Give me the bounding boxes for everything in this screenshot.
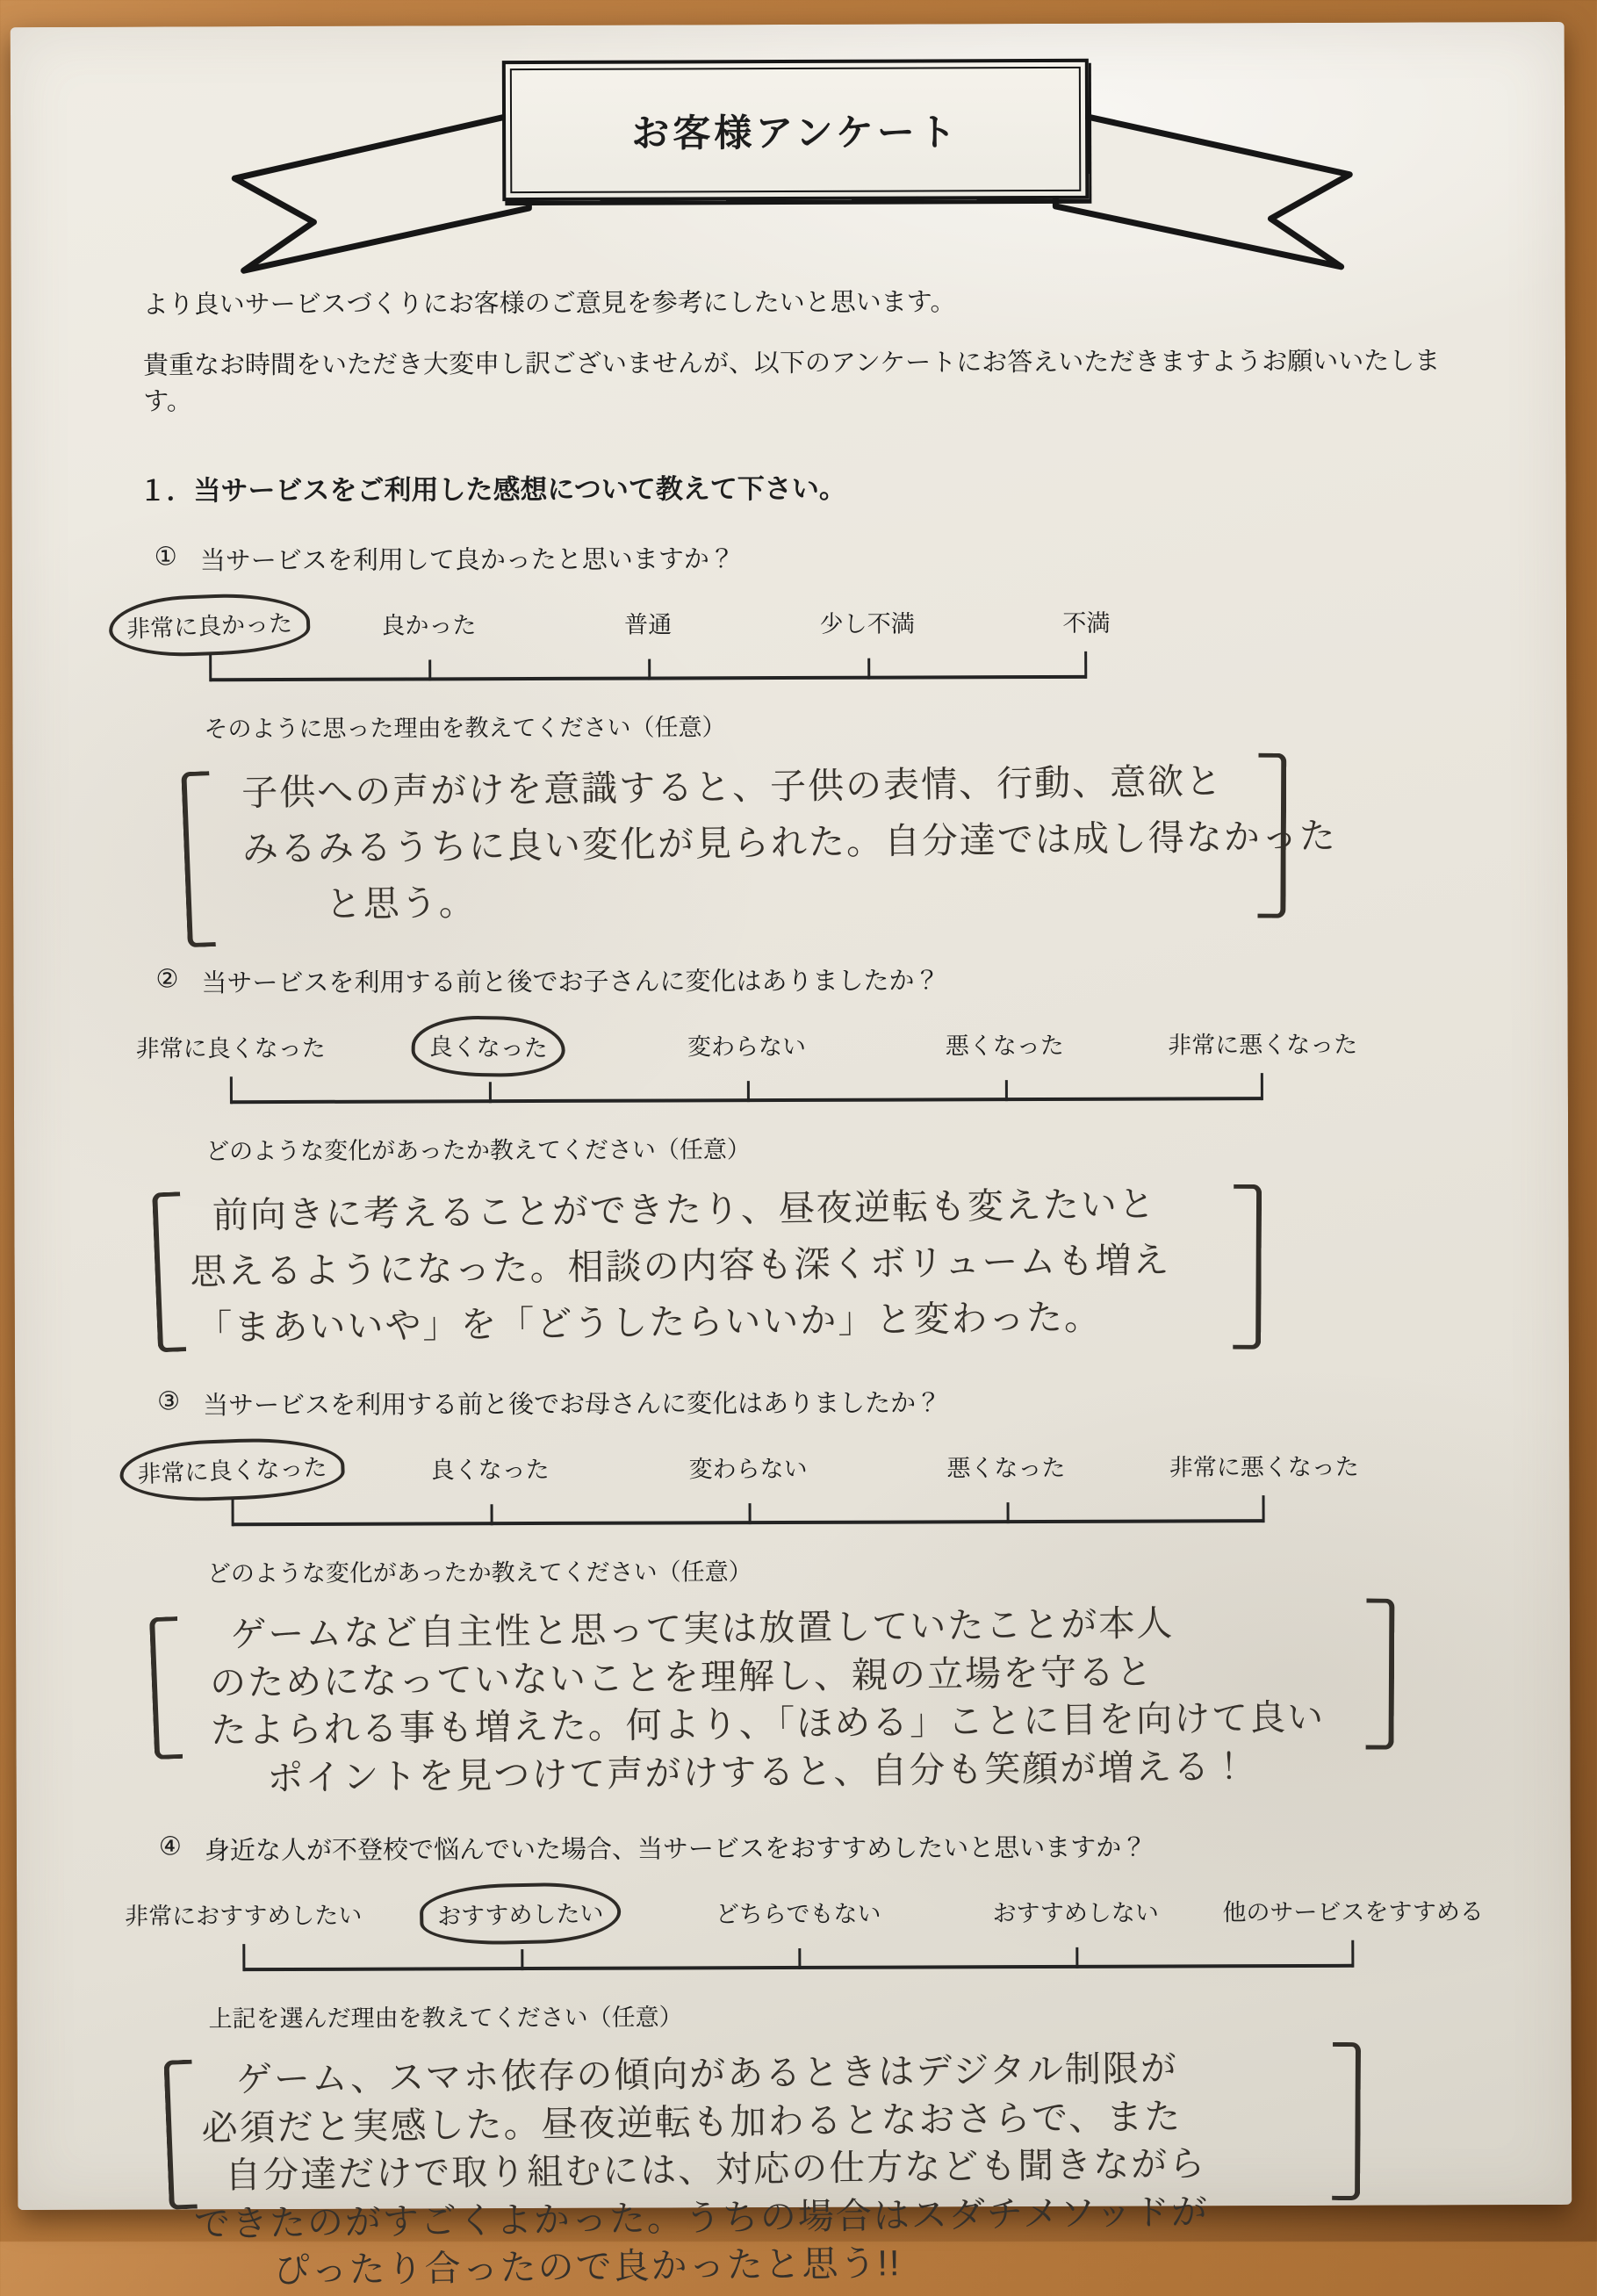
ribbon-right-tail [1047, 100, 1372, 277]
question-1-followup-prompt: そのように思った理由を教えてください（任意） [204, 714, 726, 743]
option-label: 非常に悪くなった [1169, 1453, 1359, 1481]
question-2-followup-prompt: どのような変化があったか教えてください（任意） [205, 1136, 751, 1165]
option-cell [1135, 1447, 1393, 1482]
question-1-number: ① [154, 543, 177, 572]
option-label: おすすめしない [992, 1899, 1159, 1926]
question-3-followup-prompt: どのような変化があったか教えてください（任意） [206, 1558, 752, 1587]
ribbon-banner [212, 58, 1372, 264]
scale-tick [1075, 1947, 1078, 1969]
scale-tick [1262, 1495, 1265, 1522]
option-label-selected: 良くなった [428, 1033, 549, 1062]
scale-tick [230, 1076, 233, 1104]
section-1-heading: １．当サービスをご利用した感想について教えて下さい。 [139, 472, 846, 507]
option-label: 非常に良くなった [135, 1034, 326, 1062]
scale-tick [747, 1081, 750, 1102]
answer-line: みるみるうちに良い変化が見られた。自分達では成し得なかった [241, 815, 1338, 870]
hand-bracket-left-mark [163, 2059, 198, 2209]
hand-bracket-right-mark [1233, 1184, 1262, 1350]
scale-tick [231, 1499, 234, 1526]
scale-tick [867, 659, 870, 680]
answer-line: 子供への声がけを意識すると、子供の表情、行動、意欲と [241, 760, 1224, 814]
hand-bracket-left-mark [149, 1616, 183, 1760]
scale-line [104, 1492, 1394, 1526]
option-cell [937, 1893, 1214, 1928]
scale-tick [521, 1949, 523, 1970]
answer-line: 必須だと実感した。昼夜逆転も加わるとなおさらで、また [201, 2095, 1183, 2148]
answer-line: ぴったり合ったので良かったと思う!! [273, 2242, 902, 2291]
intro-line-1: より良いサービスづくりにお客様のご意見を参考にしたいと思います。 [142, 288, 956, 320]
survey-title: お客様アンケート [631, 111, 960, 155]
hand-circle-mark [108, 591, 311, 659]
question-4-answer [166, 2042, 1363, 2296]
scale-tick [648, 659, 651, 680]
scale-tick [798, 1948, 801, 1969]
question-1-options [100, 600, 1196, 644]
option-label-selected: 非常に良かった [126, 609, 293, 643]
survey-paper [11, 22, 1572, 2291]
option-cell [538, 605, 758, 640]
hand-circle-mark [420, 1881, 622, 1946]
hand-bracket-right-mark [1366, 1598, 1395, 1749]
question-4-scale [104, 1889, 1492, 1972]
question-3-answer [151, 1596, 1396, 1803]
option-cell [320, 606, 539, 641]
scale-line [100, 648, 1196, 681]
answer-line: 「まあいいや」を「どうしたらいいか」と変わった。 [196, 1296, 1103, 1349]
option-label: 変わらない [688, 1455, 808, 1483]
scale-tick [1006, 1502, 1009, 1523]
option-cell [1214, 1892, 1492, 1927]
option-cell [758, 604, 977, 639]
option-label: 悪くなった [946, 1454, 1066, 1482]
option-cell [617, 1027, 875, 1062]
option-cell [619, 1449, 877, 1484]
question-4-options [104, 1889, 1492, 1935]
answer-line: 前向きに考えることができたり、昼夜逆転も変えたいと [212, 1183, 1157, 1236]
option-label: 変わらない [687, 1033, 806, 1061]
question-4-number: ④ [158, 1832, 182, 1861]
question-3-number: ③ [157, 1387, 181, 1416]
hand-bracket-right-mark [1332, 2042, 1361, 2200]
ribbon-left-tail [212, 103, 538, 279]
survey-content [11, 22, 1572, 2292]
question-4-text: 身近な人が不登校で悩んでいた場合、当サービスをおすすめしたいと思いますか？ [204, 1833, 1147, 1866]
question-2-options [102, 1021, 1392, 1067]
option-cell [104, 1896, 382, 1931]
option-label-selected: おすすめしたい [437, 1899, 605, 1930]
answer-line: 思えるようになった。相談の内容も深くボリュームも増え [190, 1239, 1171, 1292]
option-label: 他のサービスをすすめる [1222, 1898, 1484, 1926]
option-label: 良くなった [430, 1456, 550, 1484]
hand-bracket-right-mark [1257, 753, 1286, 918]
scale-tick [1261, 1073, 1263, 1100]
option-cell [100, 603, 320, 645]
option-cell [102, 1029, 360, 1064]
scale-tick [1004, 1080, 1007, 1101]
question-4-title [159, 1826, 1492, 1867]
option-label: どちらでもない [715, 1900, 881, 1928]
scale-tick [429, 659, 432, 680]
option-cell [877, 1448, 1135, 1483]
option-cell [976, 603, 1196, 638]
option-cell [1133, 1025, 1392, 1060]
hand-circle-mark [412, 1015, 566, 1077]
scale-line [104, 1937, 1492, 1972]
option-label: 非常に悪くなった [1168, 1031, 1358, 1059]
question-4 [104, 1826, 1493, 2291]
question-3-options [103, 1443, 1393, 1489]
question-3 [103, 1381, 1492, 1798]
answer-line: たよられる事も増えた。何より、「ほめる」ことに目を向けて良い [210, 1696, 1326, 1751]
option-cell [659, 1894, 937, 1929]
option-label: 悪くなった [945, 1032, 1064, 1060]
question-1-scale [100, 600, 1196, 681]
question-3-title [157, 1381, 1490, 1422]
question-2-number: ② [155, 965, 179, 994]
intro-paragraphs [143, 280, 1487, 417]
answer-line: 自分達だけで取り組むには、対応の仕方なども聞きながら [224, 2142, 1207, 2196]
question-4-followup-prompt: 上記を選んだ理由を教えてください（任意） [208, 2004, 683, 2033]
option-label: 非常におすすめしたい [124, 1902, 363, 1930]
answer-line: と思う。 [325, 882, 477, 925]
scale-tick [242, 1944, 245, 1971]
scale-tick [209, 654, 212, 681]
question-2-title [155, 959, 1488, 999]
option-cell [382, 1891, 659, 1933]
intro-line-2: 貴重なお時間をいただき大変申し訳ございませんが、以下のアンケートにお答えいただきますようお願いいたします。 [142, 347, 1441, 416]
option-label: 不満 [1062, 609, 1111, 637]
banner-box [502, 59, 1090, 201]
answer-line: できたのがすごくよかった。うちの場合はスダチメソッドが [193, 2191, 1210, 2244]
scale-tick [1351, 1940, 1354, 1968]
question-1-answer [183, 753, 1338, 935]
scale-line [102, 1069, 1392, 1104]
option-label-selected: 非常に良くなった [136, 1453, 327, 1488]
option-label: 普通 [624, 611, 673, 638]
option-cell [361, 1450, 619, 1485]
option-cell [360, 1025, 618, 1067]
hand-circle-mark [119, 1435, 345, 1504]
question-2-text: 当サービスを利用する前と後でお子さんに変化はありましたか？ [201, 967, 940, 998]
scale-tick [489, 1082, 492, 1103]
question-2 [101, 959, 1490, 1352]
scale-tick [1085, 651, 1088, 679]
question-2-scale [102, 1021, 1392, 1104]
answer-line: ポイントを見つけて声がけすると、自分も笑顔が増える！ [267, 1745, 1249, 1798]
answer-line: ゲーム、スマホ依存の傾向があるときはデジタル制限が [235, 2048, 1179, 2100]
question-3-text: 当サービスを利用する前と後でお母さんに変化はありましたか？ [203, 1389, 942, 1421]
option-cell [875, 1026, 1133, 1061]
question-3-scale [103, 1443, 1393, 1526]
question-1 [100, 536, 1489, 930]
question-1-text: 当サービスを利用して良かったと思いますか？ [199, 545, 735, 576]
answer-line: のためになっていないことを理解し、親の立場を守ると [209, 1651, 1155, 1703]
question-1-title [155, 536, 1487, 577]
option-cell [103, 1447, 361, 1489]
option-label: 少し不満 [819, 610, 915, 637]
scale-tick [490, 1504, 493, 1525]
answer-line: ゲームなど自主性と思って実は放置していたことが本人 [230, 1602, 1175, 1655]
option-label: 良かった [381, 612, 477, 639]
question-2-answer [154, 1176, 1262, 1357]
scale-tick [748, 1503, 751, 1524]
